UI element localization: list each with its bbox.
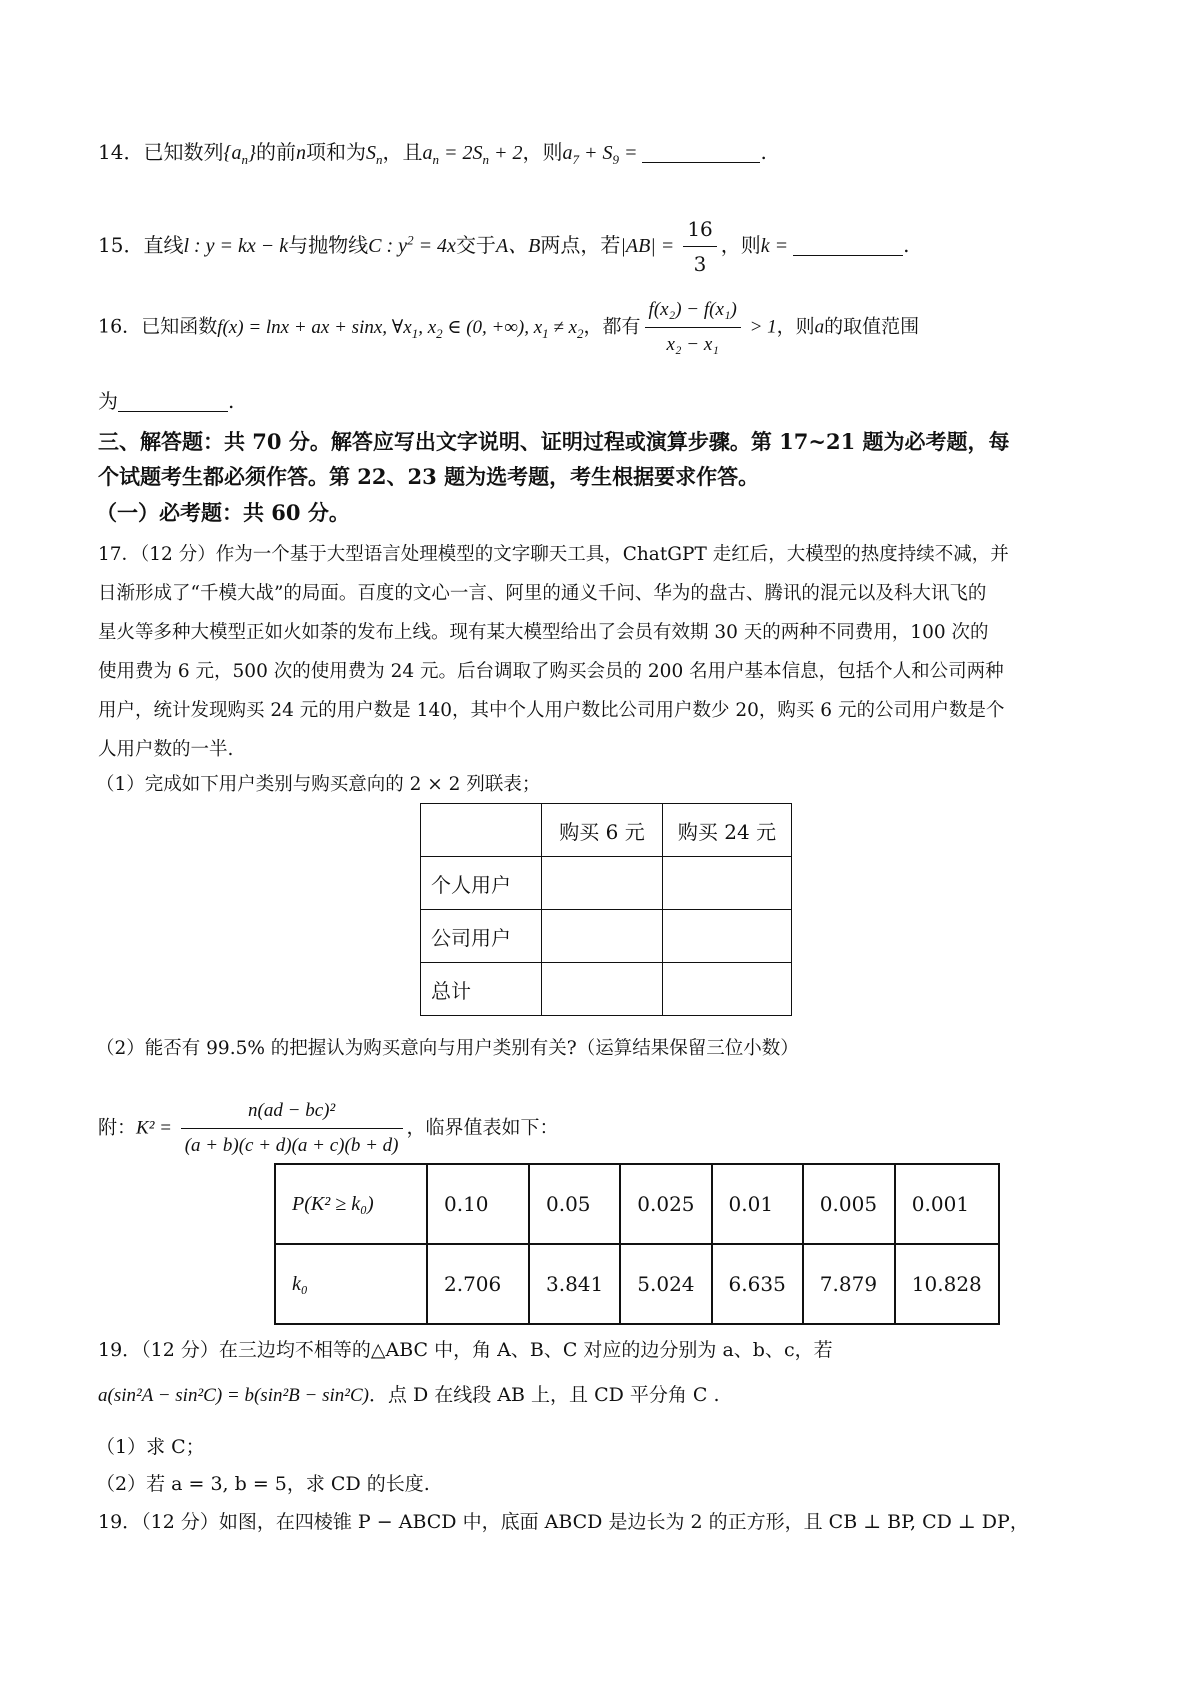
q16-number: 16．	[98, 315, 142, 338]
q15-parabola: C : $y^2 = 4x$	[368, 232, 456, 257]
q14-end: .	[760, 140, 767, 164]
formula-lhs: K² =	[136, 1117, 177, 1139]
table-cell[interactable]	[663, 963, 792, 1016]
table-cell: 3.841	[529, 1244, 620, 1324]
q15-points: A、B	[495, 235, 541, 257]
q15-text-b: 与抛物线	[288, 233, 369, 257]
table-row	[275, 1164, 999, 1244]
q14-number: 14．	[98, 140, 144, 164]
q17-line-6: 人用户数的一半.	[98, 739, 234, 760]
table-cell: 0.005	[803, 1164, 895, 1244]
table-row-label: k₀	[275, 1244, 427, 1324]
q19b-line-1: 19．（12 分）如图，在四棱锥 P − ABCD 中，底面 ABCD 是边长为 2 的正方形，且 CB ⊥ BP, CD ⊥ DP，	[98, 1511, 1029, 1533]
q19a-line-2	[98, 1380, 720, 1411]
q14-text-c: 项和为	[305, 140, 366, 164]
q14-n: n	[295, 142, 306, 164]
q17-line-5: 用户，统计发现购买 24 元的用户数是 140，其中个人用户数比公司用户数少 20，购买 6 元的公司用户数是个	[98, 700, 1005, 721]
table-cell: 0.10	[427, 1164, 529, 1244]
q19a-line2-tail: ．点 D 在线段 AB 上，且 CD 平分角 C .	[368, 1384, 720, 1406]
q15-answer-blank[interactable]	[793, 235, 903, 256]
section3-title-line2: 个试题考生都必须作答。第 22、23 题为选考题，考生根据要求作答。	[98, 464, 760, 489]
q15-text-d: 两点，若	[540, 233, 621, 257]
q15-k: k =	[760, 235, 794, 257]
appendix-tail: ，临界值表如下：	[406, 1116, 559, 1139]
q16-func: f(x) = lnx + ax + sinx, $\forall x_1$, $x_2$ ∈ (0, +∞), $x_1 \ne x_2$	[217, 316, 584, 341]
table-cell[interactable]	[542, 963, 663, 1016]
q16-gt: > 1	[744, 316, 777, 338]
table-cell: 0.05	[529, 1164, 620, 1244]
table-cell: 0.01	[712, 1164, 803, 1244]
q15-line-eq: l : y = kx − k	[183, 235, 289, 257]
q16-answer-blank[interactable]	[118, 391, 228, 412]
q16-text-d: 的取值范围	[824, 315, 920, 338]
question-16-line2	[98, 386, 234, 416]
k2-formula: $\frac{\text{n(ad − bc)²}}{(a + b)(c + d)(a + c)(b + d)}$	[181, 1096, 403, 1161]
table-row	[275, 1244, 999, 1324]
table-row-label: 个人用户	[421, 857, 542, 910]
table-cell: 0.025	[620, 1164, 711, 1244]
q16-a: a	[814, 316, 825, 338]
q14-text-b: 的前	[255, 140, 296, 164]
table-cell[interactable]	[663, 910, 792, 963]
q17-line-2: 日渐形成了“千模大战”的局面。百度的文心一言、阿里的通义千问、华为的盘古、腾讯的混元以及科大讯飞的	[98, 583, 987, 604]
table-cell: 2.706	[427, 1244, 529, 1324]
table-row-label: 总计	[421, 963, 542, 1016]
table-cell[interactable]	[542, 857, 663, 910]
table-row	[421, 963, 792, 1016]
table-cell[interactable]	[663, 857, 792, 910]
table-row-label: 公司用户	[421, 910, 542, 963]
appendix-label: 附：	[98, 1116, 137, 1139]
q16-text: 已知函数	[141, 315, 218, 338]
table-header: 购买 6 元	[542, 804, 663, 857]
table-cell[interactable]	[542, 910, 663, 963]
q17-line-1: 17．（12 分）作为一个基于大型语言处理模型的文字聊天工具，ChatGPT 走红后，大模型的热度持续不减，并	[98, 544, 1009, 565]
q19a-part2: （2）若 a = 3, b = 5，求 CD 的长度.	[96, 1473, 430, 1495]
q17-part2: （2）能否有 99.5% 的把握认为购买意向与用户类别有关?（运算结果保留三位小数）	[96, 1038, 799, 1059]
q19a-line-1: 19．（12 分）在三边均不相等的△ABC 中，角 A、B、C 对应的边分别为 a、b、c，若	[98, 1339, 833, 1361]
table-row	[421, 804, 792, 857]
question-15	[98, 214, 910, 279]
table-cell: 5.024	[620, 1244, 711, 1324]
q17-line-3: 星火等多种大模型正如火如荼的发布上线。现有某大模型给出了会员有效期 30 天的两种不同费用，100 次的	[98, 622, 989, 643]
q15-end: .	[903, 233, 910, 257]
q16-fraction: $\frac{\text{f(x₂) − f(x₁)}}{\text{x₂ − x₁}}$	[645, 295, 741, 360]
q16-text-b: ，都有	[583, 315, 641, 338]
section3-title-line1: 三、解答题：共 70 分。解答应写出文字说明、证明过程或演算步骤。第 17~21 题为必考题，每	[98, 429, 1010, 454]
q17-line-4: 使用费为 6 元，500 次的使用费为 24 元。后台调取了购买会员的 200 名用户基本信息，包括个人和公司两种	[98, 661, 1004, 682]
q15-number: 15．	[98, 233, 144, 257]
table-row-label: P(K² ≥ k₀)	[275, 1164, 427, 1244]
q14-text-e: ，则	[522, 140, 563, 164]
table-cell	[421, 804, 542, 857]
table-cell: 0.001	[895, 1164, 999, 1244]
q14-sn: $S_n$	[365, 142, 383, 167]
q17-appendix	[98, 1096, 559, 1161]
q15-abs: |AB| =	[620, 235, 680, 257]
q16-end: .	[228, 389, 235, 413]
q14-text-d: ，且	[382, 140, 423, 164]
question-16	[98, 295, 919, 360]
table-cell: 6.635	[712, 1244, 803, 1324]
table-header: 购买 24 元	[663, 804, 792, 857]
q16-line2-text: 为	[98, 389, 118, 413]
q14-target: $a_7 + S_9$ =	[562, 142, 643, 167]
q19a-equation: a(sin²A − sin²C) = b(sin²B − sin²C)	[98, 1385, 369, 1406]
question-14	[98, 137, 767, 175]
table-row	[421, 910, 792, 963]
q15-text: 直线	[143, 233, 184, 257]
q15-text-c: 交于	[455, 233, 496, 257]
q15-fraction: $\frac{16}{3}$	[683, 214, 716, 279]
q15-text-e: ，则	[720, 233, 761, 257]
q14-text: 已知数列	[143, 140, 224, 164]
critical-value-table	[274, 1163, 1000, 1325]
contingency-table	[420, 803, 792, 1016]
q17-part1: （1）完成如下用户类别与购买意向的 2 × 2 列联表；	[96, 774, 541, 795]
table-cell: 10.828	[895, 1244, 999, 1324]
q14-answer-blank[interactable]	[642, 142, 760, 163]
q19a-part1: （1）求 C；	[96, 1436, 205, 1458]
q14-formula: $a_n = 2S_n + 2$	[422, 142, 523, 167]
q16-text-c: ，则	[776, 315, 815, 338]
section3-subtitle: （一）必考题：共 60 分。	[96, 500, 350, 525]
table-row	[421, 857, 792, 910]
q14-seq: $\{a_n\}$	[223, 142, 256, 167]
table-cell: 7.879	[803, 1244, 895, 1324]
